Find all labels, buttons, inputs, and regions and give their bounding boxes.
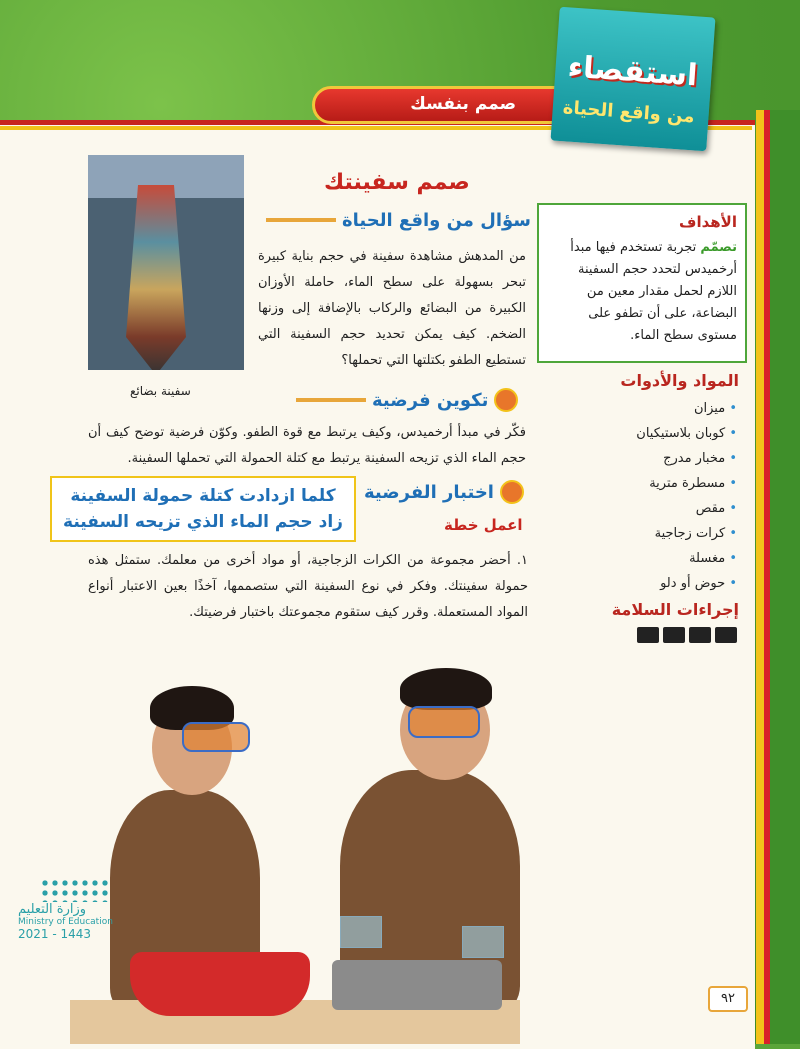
plan-step-1: ١. أحضر مجموعة من الكرات الزجاجية، أو مواد أخرى من معلمك. ستمثل هذه حمولة سفينتك. وفكر في نوع السفينة التي ستصممها، آخذًا بعين الاعتبار أنواع المواد المستعملة. وقرر كيف ستقوم مجموعتك باختبار فرضيتك. bbox=[88, 553, 528, 620]
section-question-text: من المدهش مشاهدة سفينة في حجم بناية كبيرة تبحر بسهولة على سطح الماء، حاملة الأوزان الكبيرة من البضائع والركاب بالإضافة إلى وزنها الضخم. كيف يمكن تحديد حجم السفينة التي تستطيع الطفو بكتلتها التي تحملها؟ bbox=[258, 249, 526, 368]
section-hypothesis-heading bbox=[296, 388, 518, 412]
heading-rule bbox=[296, 398, 366, 402]
list-item: • مغسلة bbox=[547, 546, 737, 571]
section-question-heading bbox=[266, 208, 561, 232]
sidebar bbox=[537, 203, 747, 695]
cargo-ship-photo bbox=[88, 155, 244, 370]
heading-rule bbox=[266, 218, 336, 222]
safety-goggles bbox=[408, 706, 480, 738]
hand-safety-icon bbox=[663, 627, 685, 643]
goals-box bbox=[537, 203, 747, 363]
beaker bbox=[340, 916, 382, 948]
ship-hull bbox=[126, 185, 186, 370]
student-right-hair bbox=[400, 668, 492, 710]
list-item: • حوض أو دلو bbox=[547, 571, 737, 596]
logo-dots bbox=[40, 878, 110, 902]
goals-body: تجربة تستخدم فيها مبدأ أرخميدس لتحدد حجم السفينة اللازم لحمل مقدار معين من البضاعة، على أن تطفو على مستوى سطح الماء. bbox=[570, 240, 737, 343]
safety-title: إجراءات السلامة bbox=[611, 600, 739, 619]
balance-scale bbox=[332, 960, 502, 1010]
section-test-title: اختبار الفرضية bbox=[364, 481, 494, 503]
bullet-icon bbox=[500, 480, 524, 504]
page-number: ٩٢ bbox=[708, 986, 748, 1012]
safety-icons bbox=[537, 627, 747, 643]
goals-title: الأهداف bbox=[679, 213, 737, 231]
list-item: • ميزان bbox=[547, 396, 737, 421]
goals-keyword: تصمّم bbox=[700, 240, 737, 255]
ministry-logo bbox=[18, 878, 128, 978]
side-color-band bbox=[756, 110, 800, 1044]
section-test-heading bbox=[364, 480, 524, 504]
section-question-title: سؤال من واقع الحياة bbox=[342, 209, 531, 231]
students-experiment-photo bbox=[70, 660, 520, 1044]
red-basin bbox=[130, 952, 310, 1016]
logo-year: 2021 - 1443 bbox=[18, 927, 92, 941]
photo-caption: سفينة بضائع bbox=[130, 384, 191, 398]
list-item: • مسطرة مترية bbox=[547, 471, 737, 496]
plan-title: اعمل خطة bbox=[444, 516, 523, 534]
materials-list bbox=[537, 396, 747, 596]
beaker bbox=[462, 926, 504, 958]
list-item: • مقص bbox=[547, 496, 737, 521]
section-hypothesis-text: فكّر في مبدأ أرخميدس، وكيف يرتبط مع قوة الطفو. وكوّن فرضية توضح كيف أن حجم الماء الذي تزيحه السفينة يرتبط مع كتلة الحمولة التي تحملها السفينة. bbox=[88, 425, 526, 466]
sharp-object-safety-icon bbox=[637, 627, 659, 643]
hypothesis-answer-box: كلما ازدادت كتلة حمولة السفينة زاد حجم الماء الذي تزيحه السفينة bbox=[50, 476, 356, 542]
bullet-icon bbox=[494, 388, 518, 412]
badge-subtitle: من واقع الحياة bbox=[562, 97, 696, 128]
list-item: • كرات زجاجية bbox=[547, 521, 737, 546]
badge-title: استقصاء bbox=[566, 49, 699, 94]
safety-goggles bbox=[182, 722, 250, 752]
logo-english: Ministry of Education bbox=[18, 917, 113, 927]
materials-title: المواد والأدوات bbox=[620, 371, 739, 390]
apron-safety-icon bbox=[689, 627, 711, 643]
logo-arabic: وزارة التعليم bbox=[18, 902, 87, 917]
section-hypothesis-title: تكوين فرضية bbox=[372, 389, 489, 411]
ribbon-label: صمم بنفسك bbox=[410, 94, 516, 114]
inquiry-badge bbox=[551, 7, 716, 152]
goals-text bbox=[547, 237, 737, 347]
goggles-safety-icon bbox=[715, 627, 737, 643]
list-item: • كوبان بلاستيكيان bbox=[547, 421, 737, 446]
list-item: • مخبار مدرج bbox=[547, 446, 737, 471]
page-title: صمم سفينتك bbox=[324, 170, 470, 195]
